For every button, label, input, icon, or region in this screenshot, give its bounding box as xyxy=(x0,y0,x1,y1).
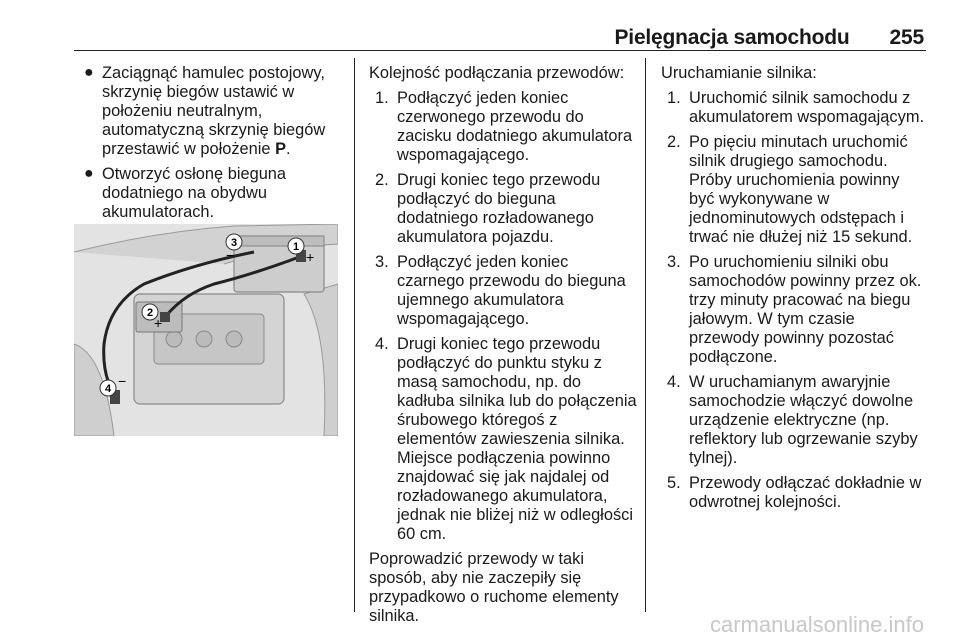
step-text: Przewody odłączać dokładnie w odwrotnej kolejności. xyxy=(689,474,922,511)
list-item xyxy=(74,165,346,222)
gear-position-label: P xyxy=(275,140,287,158)
column-divider xyxy=(354,58,355,612)
column-divider xyxy=(645,58,646,612)
step-number: 4. xyxy=(667,373,681,391)
jump-start-illustration xyxy=(74,224,338,436)
step-number: 1. xyxy=(667,89,681,107)
list-item xyxy=(661,133,929,247)
starting-steps xyxy=(661,89,929,512)
svg-text:2: 2 xyxy=(146,307,154,319)
svg-text:−: − xyxy=(118,373,127,389)
svg-text:+: + xyxy=(154,315,163,331)
cable-routing-note: Poprowadzić przewody w taki sposób, aby nie zaczepiły się przypadkowo o ruchome elementy silnika. xyxy=(369,550,619,625)
step-text: Drugi koniec tego przewodu podłączyć do punktu styku z masą samochodu, np. do kadłuba silnika lub do połączenia śrubowego któregoś z elementów zawieszenia silnika. Miejsce podłączenia powinno znajdować się jak najdalej od rozładowanego akumulatora, jednak nie bliżej niż w odległości 60 cm. xyxy=(397,335,637,543)
list-item xyxy=(661,474,929,512)
list-item xyxy=(369,89,637,165)
step-text: Podłączyć jeden koniec czerwonego przewodu do zacisku dodatniego akumulatora wspomagającego. xyxy=(397,89,633,164)
step-text: Uruchomić silnik samochodu z akumulatorem wspomagającym. xyxy=(689,89,925,126)
left-column xyxy=(74,64,346,228)
bullet-icon: ● xyxy=(84,64,94,81)
bullet-icon: ● xyxy=(84,165,94,182)
bullet-text: Otworzyć osłonę bieguna dodatniego na obydwu akumulatorach. xyxy=(102,165,287,221)
section-heading: Uruchamianie silnika: xyxy=(661,64,817,82)
page-header xyxy=(615,26,925,50)
step-number: 3. xyxy=(375,253,389,271)
right-column xyxy=(661,64,929,518)
step-number: 2. xyxy=(375,171,389,189)
list-item xyxy=(369,335,637,544)
step-text: Po pięciu minutach uruchomić silnik drugiego samochodu. Próby uruchomienia powinny być wykonywane w jednominutowych odstępach i trwać nie dłużej niż 15 sekund. xyxy=(689,133,913,246)
bullet-list xyxy=(74,64,346,222)
header-rule xyxy=(74,50,926,51)
connection-steps xyxy=(369,89,637,544)
step-number: 3. xyxy=(667,253,681,271)
step-number: 1. xyxy=(375,89,389,107)
list-item xyxy=(661,253,929,367)
svg-text:+: + xyxy=(306,249,315,265)
section-heading: Kolejność podłączania przewodów: xyxy=(369,64,625,82)
step-number: 2. xyxy=(667,133,681,151)
list-item xyxy=(661,89,929,127)
engine-bay-drawing xyxy=(74,224,338,436)
svg-text:1: 1 xyxy=(292,241,300,253)
step-text: W uruchamianym awaryjnie samochodzie włączyć dowolne urządzenie elektryczne (np. reflektory lub ogrzewanie szyby tylnej). xyxy=(689,373,918,467)
section-title: Pielęgnacja samochodu xyxy=(614,26,850,49)
bullet-tail: . xyxy=(286,140,291,158)
list-item xyxy=(661,373,929,468)
bullet-text: Zaciągnąć hamulec postojowy, skrzynię biegów ustawić w położeniu neutralnym, automatyczną skrzynię biegów przestawić w położenie xyxy=(102,64,326,158)
page-number: 255 xyxy=(889,26,924,49)
svg-text:4: 4 xyxy=(104,383,112,395)
step-text: Po uruchomieniu silniki obu samochodów powinny przez ok. trzy minuty pracować na biegu jałowym. W tym czasie przewody powinny pozostać podłączone. xyxy=(689,253,922,366)
list-item xyxy=(369,253,637,329)
step-text: Podłączyć jeden koniec czarnego przewodu do bieguna ujemnego akumulatora wspomagającego. xyxy=(397,253,626,328)
middle-column xyxy=(369,64,637,632)
step-number: 4. xyxy=(375,335,389,353)
watermark: carmanualsonline.info xyxy=(709,612,924,637)
list-item xyxy=(74,64,346,159)
svg-text:3: 3 xyxy=(230,237,238,249)
step-text: Drugi koniec tego przewodu podłączyć do bieguna dodatniego rozładowanego akumulatora pojazdu. xyxy=(397,171,601,246)
step-number: 5. xyxy=(667,474,681,492)
svg-text:−: − xyxy=(226,247,235,263)
list-item xyxy=(369,171,637,247)
